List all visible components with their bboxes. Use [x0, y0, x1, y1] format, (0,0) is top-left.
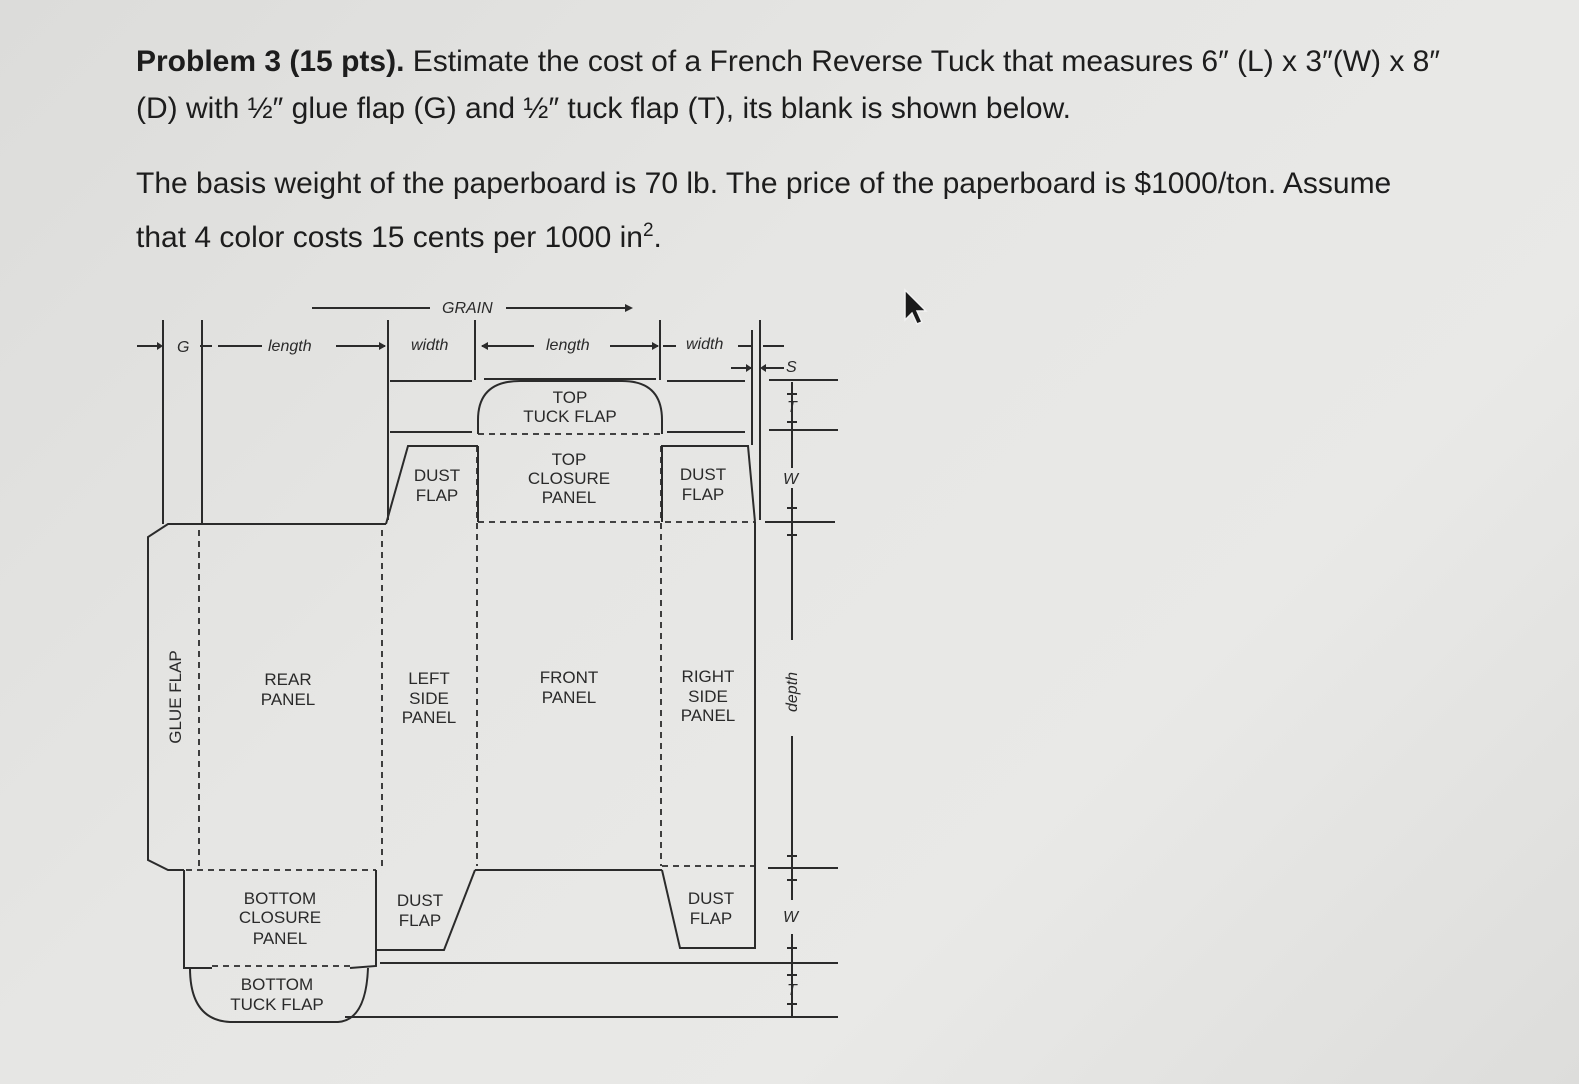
dim-depth: depth [784, 671, 801, 712]
bottom-closure-label-1: BOTTOM [243, 889, 317, 908]
problem-para2-line-2: that 4 color costs 15 cents per 1000 in [136, 221, 643, 254]
arrow-length2-right [652, 342, 659, 350]
dim-width-1: width [411, 337, 449, 354]
top-closure-label-2: CLOSURE [527, 469, 611, 488]
dust-flap-top-right-outline [662, 446, 755, 522]
top-closure-label-1: TOP [551, 450, 587, 469]
left-side-panel-label-2: SIDE [409, 689, 449, 708]
dust-flap-bottom-right-label-2: FLAP [689, 909, 733, 928]
dim-s: S [786, 359, 797, 376]
right-side-panel-label-2: SIDE [688, 687, 728, 706]
dust-flap-top-right-label-2: FLAP [681, 485, 725, 504]
problem-line-1: Estimate the cost of a French Reverse Tuck that measures 6″ (L) x 3″(W) x 8″ [412, 45, 1440, 78]
dim-s-line [731, 346, 784, 368]
dim-length-2: length [546, 337, 590, 354]
rear-panel-label-1: REAR [264, 670, 312, 689]
arrow-length1-right [379, 342, 386, 350]
dim-width-2: width [686, 336, 724, 353]
mouse-pointer-icon [903, 288, 929, 328]
fold-bottom [186, 866, 755, 870]
dust-flap-top-left-label-2: FLAP [415, 486, 459, 505]
grain-arrow [625, 304, 633, 312]
problem-para2-line-1: The basis weight of the paperboard is 70 lb. The price of the paperboard is $1000/ton. Assume [136, 167, 1392, 200]
right-side-panel-label-3: PANEL [680, 706, 736, 725]
dim-t-bottom: T [787, 982, 797, 999]
bottom-tuck-flap-label-2: TUCK FLAP [230, 995, 324, 1014]
front-panel-label-1: FRONT [539, 668, 599, 687]
glue-flap-label: GLUE FLAP [166, 650, 185, 744]
front-panel-label-2: PANEL [541, 688, 597, 707]
dust-flap-bottom-right-outline [662, 868, 755, 948]
left-side-panel-label-1: LEFT [408, 669, 450, 688]
superscript-2: 2 [642, 220, 654, 241]
rear-panel-label-2: PANEL [260, 690, 316, 709]
top-tuck-flap-label-1: TOP [552, 388, 588, 407]
dust-flap-top-right-label-1: DUST [679, 465, 727, 484]
dust-flap-bottom-right-label-1: DUST [687, 889, 735, 908]
dust-flap-top-left-outline [386, 446, 478, 524]
dim-w-bottom: W [783, 909, 799, 926]
dust-flap-bottom-left-label-2: FLAP [398, 911, 442, 930]
bottom-closure-label-3: PANEL [252, 929, 308, 948]
dim-grain: GRAIN [442, 300, 493, 317]
dust-flap-bottom-left-label-1: DUST [396, 891, 444, 910]
top-tuck-flap-label-2: TUCK FLAP [523, 407, 617, 426]
dim-g: G [177, 339, 190, 356]
bottom-closure-label-2: CLOSURE [238, 908, 322, 927]
dim-w-top: W [783, 471, 799, 488]
arrow-length2-left [481, 342, 488, 350]
dust-flap-top-left-label-1: DUST [413, 466, 461, 485]
problem-line-2: (D) with ½″ glue flap (G) and ½″ tuck flap (T), its blank is shown below. [136, 92, 1071, 125]
problem-heading: Problem 3 (15 pts). [136, 45, 405, 78]
left-side-panel-label-3: PANEL [401, 708, 457, 727]
right-side-panel-label-1: RIGHT [681, 667, 735, 686]
bottom-tuck-flap-label-1: BOTTOM [240, 975, 314, 994]
dim-t-top: T [787, 399, 797, 416]
dim-length-1: length [268, 338, 312, 355]
top-closure-label-3: PANEL [541, 488, 597, 507]
dust-flap-bottom-left-outline [376, 870, 475, 950]
problem-para2-period: . [653, 221, 662, 254]
